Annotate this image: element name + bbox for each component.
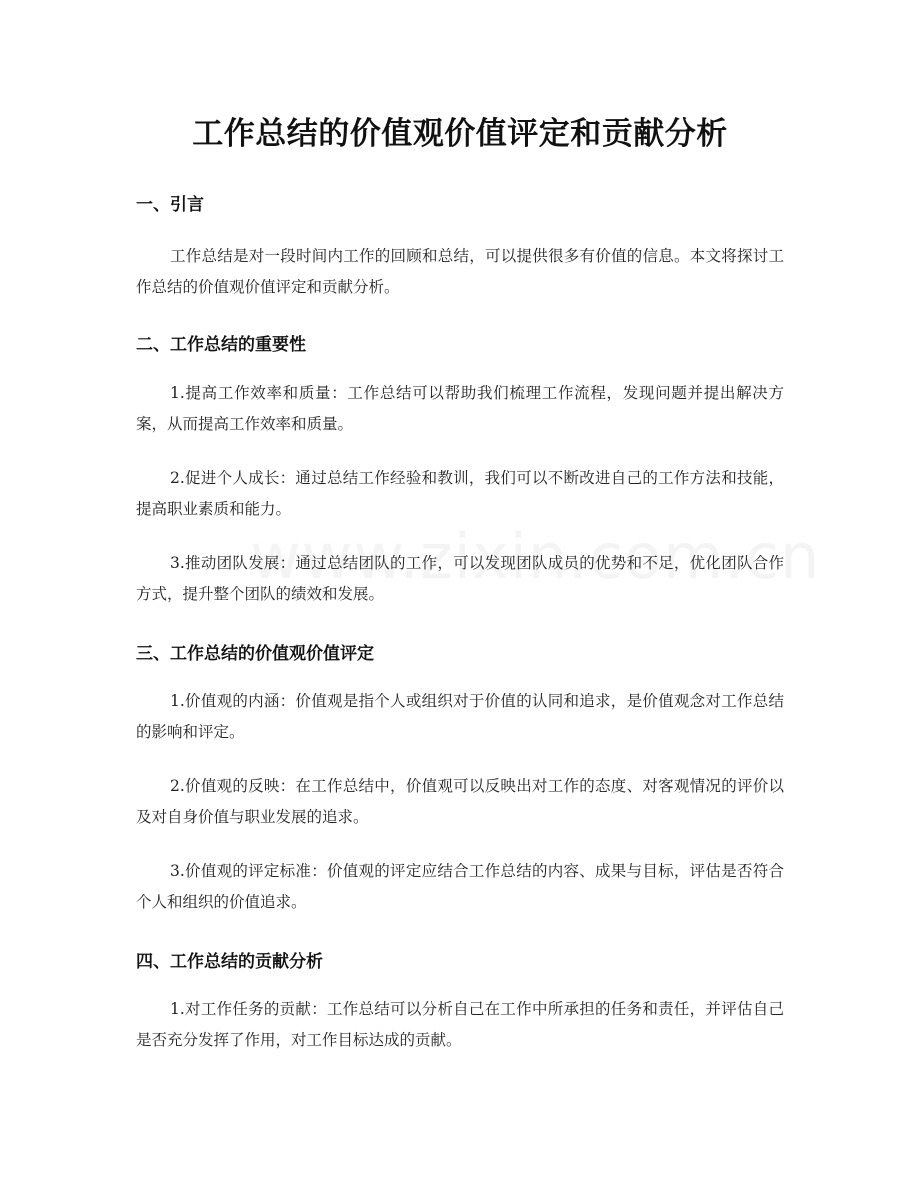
section-heading-contribution: 四、工作总结的贡献分析 xyxy=(136,952,323,972)
paragraph-value-3: 3.价值观的评定标准：价值观的评定应结合工作总结的内容、成果与目标，评估是否符合个人和组织的价值追求。 xyxy=(136,862,784,911)
paragraph-value-1: 1.价值观的内涵：价值观是指个人或组织对于价值的认同和追求，是价值观念对工作总结的影响和评定。 xyxy=(136,692,784,741)
paragraph-intro: 工作总结是对一段时间内工作的回顾和总结，可以提供很多有价值的信息。本文将探讨工作总结的价值观价值评定和贡献分析。 xyxy=(136,247,784,296)
page-title: 工作总结的价值观价值评定和贡献分析 xyxy=(192,116,728,152)
section-heading-intro: 一、引言 xyxy=(136,195,204,215)
paragraph-importance-3: 3.推动团队发展：通过总结团队的工作，可以发现团队成员的优势和不足，优化团队合作方式，提升整个团队的绩效和发展。 xyxy=(136,554,784,603)
section-heading-value-assessment: 三、工作总结的价值观价值评定 xyxy=(136,644,374,664)
paragraph-importance-1: 1.提高工作效率和质量：工作总结可以帮助我们梳理工作流程，发现问题并提出解决方案，从而提高工作效率和质量。 xyxy=(136,384,784,433)
paragraph-value-2: 2.价值观的反映：在工作总结中，价值观可以反映出对工作的态度、对客观情况的评价以及对自身价值与职业发展的追求。 xyxy=(136,777,784,826)
paragraph-contribution-1: 1.对工作任务的贡献：工作总结可以分析自己在工作中所承担的任务和责任，并评估自己是否充分发挥了作用，对工作目标达成的贡献。 xyxy=(136,1000,784,1049)
section-heading-importance: 二、工作总结的重要性 xyxy=(136,335,306,355)
paragraph-importance-2: 2.促进个人成长：通过总结工作经验和教训，我们可以不断改进自己的工作方法和技能，提高职业素质和能力。 xyxy=(136,469,784,518)
